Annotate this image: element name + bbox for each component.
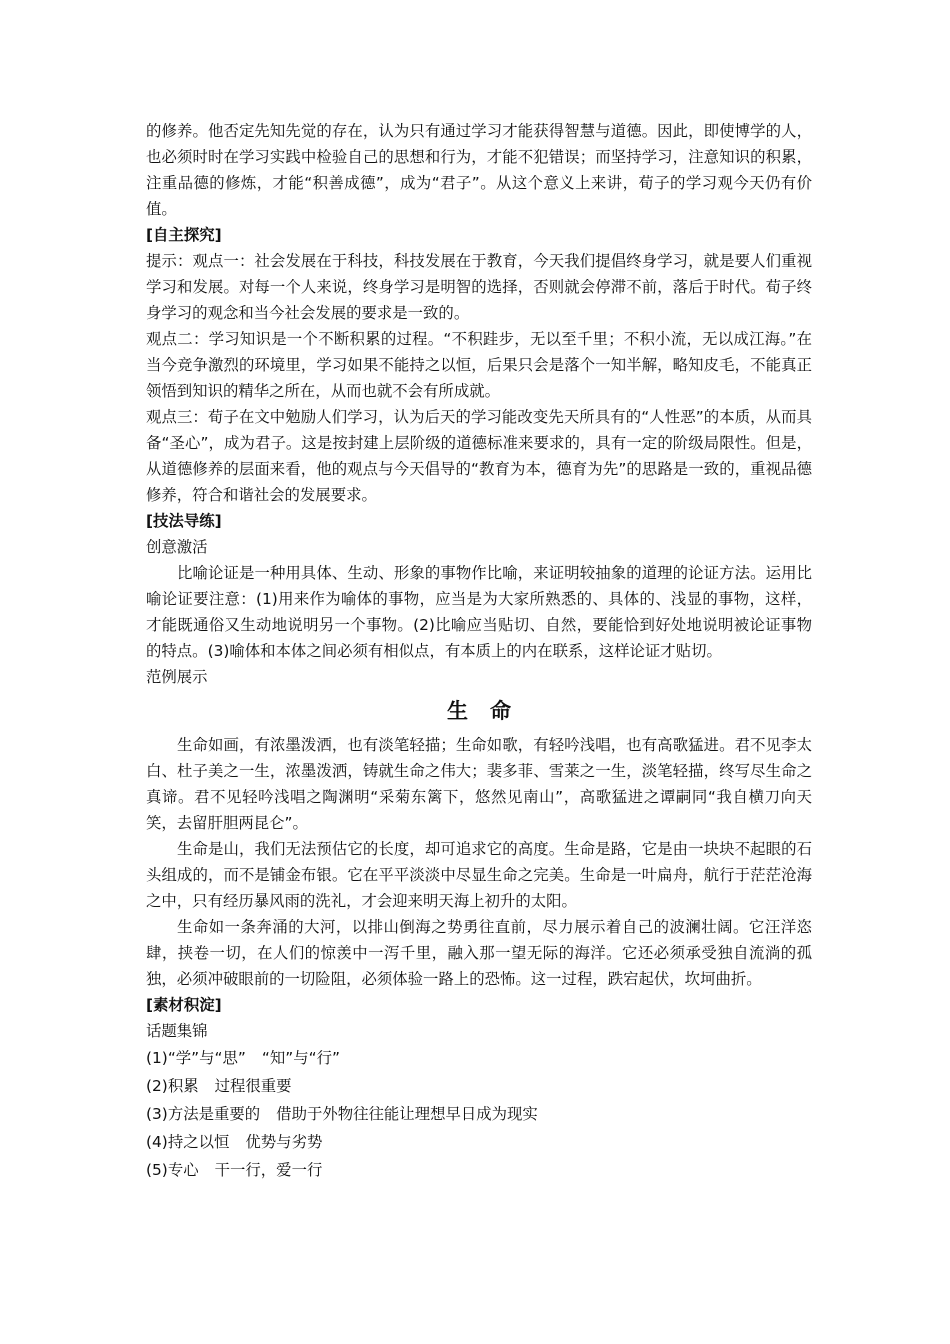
topic-number: (1) bbox=[146, 1049, 168, 1067]
technique-heading: [技法导练] bbox=[146, 512, 222, 530]
self-study-point-1: 提示：观点一：社会发展在于科技，科技发展在于教育，今天我们提倡终身学习，就是要人们重视学习和发展。对每一个人来说，终身学习是明智的选择，否则就会停滞不前，落后于时代。荀子终身学习的观念和当今社会发展的要求是一致的。 bbox=[146, 252, 812, 322]
topic-a: 积累 bbox=[167, 1077, 199, 1095]
topic-a: 专心 bbox=[167, 1161, 199, 1179]
topic-number: (3) bbox=[146, 1105, 168, 1123]
topic-a: 持之以恒 bbox=[167, 1133, 230, 1151]
essay-paragraph-1: 生命如画，有浓墨泼洒，也有淡笔轻描；生命如歌，有轻吟浅唱，也有高歌猛进。君不见李太白、杜子美之一生，浓墨泼洒，铸就生命之伟大；裴多菲、雪莱之一生，淡笔轻描，终写尽生命之真谛。君不见轻吟浅唱之陶渊明“采菊东篱下，悠然见南山”，高歌猛进之谭嗣同“我自横刀向天笑，去留肝胆两昆仑”。 bbox=[146, 736, 812, 832]
topic-a: “学”与“思” bbox=[167, 1049, 246, 1067]
document-page bbox=[146, 118, 812, 1184]
topic-b: “知”与“行” bbox=[261, 1049, 340, 1067]
topic-number: (4) bbox=[146, 1133, 168, 1151]
technique-subheading: 创意激活 bbox=[146, 538, 208, 556]
topic-item bbox=[146, 1100, 812, 1128]
topic-item bbox=[146, 1128, 812, 1156]
topic-number: (5) bbox=[146, 1161, 168, 1179]
example-label: 范例展示 bbox=[146, 668, 208, 686]
topic-item bbox=[146, 1044, 812, 1072]
topic-item bbox=[146, 1072, 812, 1100]
topic-b: 借助于外物往往能让理想早日成为现实 bbox=[276, 1105, 538, 1123]
topic-b: 优势与劣势 bbox=[245, 1133, 323, 1151]
topic-b: 过程很重要 bbox=[214, 1077, 292, 1095]
topic-number: (2) bbox=[146, 1077, 168, 1095]
topic-item bbox=[146, 1156, 812, 1184]
materials-subheading: 话题集锦 bbox=[146, 1022, 208, 1040]
essay-title: 生命 bbox=[447, 699, 533, 723]
self-study-point-2: 观点二：学习知识是一个不断积累的过程。“不积跬步，无以至千里；不积小流，无以成江海。”在当今竞争激烈的环境里，学习如果不能持之以恒，后果只会是落个一知半解，略知皮毛，不能真正领悟到知识的精华之所在，从而也就不会有所成就。 bbox=[146, 330, 812, 400]
intro-paragraph: 的修养。他否定先知先觉的存在，认为只有通过学习才能获得智慧与道德。因此，即使博学的人，也必须时时在学习实践中检验自己的思想和行为，才能不犯错误；而坚持学习，注意知识的积累，注重品德的修炼，才能“积善成德”，成为“君子”。从这个意义上来讲，荀子的学习观今天仍有价值。 bbox=[146, 122, 812, 218]
topic-list bbox=[146, 1044, 812, 1184]
materials-heading: [素材积淀] bbox=[146, 996, 222, 1014]
essay-paragraph-2: 生命是山，我们无法预估它的长度，却可追求它的高度。生命是路，它是由一块块不起眼的石头组成的，而不是铺金布银。它在平平淡淡中尽显生命之完美。生命是一叶扁舟，航行于茫茫沧海之中，只有经历暴风雨的洗礼，才会迎来明天海上初升的太阳。 bbox=[146, 840, 812, 910]
self-study-point-3: 观点三：荀子在文中勉励人们学习，认为后天的学习能改变先天所具有的“人性恶”的本质，从而具备“圣心”，成为君子。这是按封建上层阶级的道德标准来要求的，具有一定的阶级局限性。但是，从道德修养的层面来看，他的观点与今天倡导的“教育为本，德育为先”的思路是一致的，重视品德修养，符合和谐社会的发展要求。 bbox=[146, 408, 812, 504]
technique-paragraph: 比喻论证是一种用具体、生动、形象的事物作比喻，来证明较抽象的道理的论证方法。运用比喻论证要注意：(1)用来作为喻体的事物，应当是为大家所熟悉的、具体的、浅显的事物，这样，才能既通俗又生动地说明另一个事物。(2)比喻应当贴切、自然，要能恰到好处地说明被论证事物的特点。(3)喻体和本体之间必须有相似点，有本质上的内在联系，这样论证才贴切。 bbox=[146, 564, 812, 660]
self-study-heading: [自主探究] bbox=[146, 226, 222, 244]
essay-paragraph-3: 生命如一条奔涌的大河，以排山倒海之势勇往直前，尽力展示着自己的波澜壮阔。它汪洋恣肆，挟卷一切，在人们的惊羡中一泻千里，融入那一望无际的海洋。它还必须承受独自流淌的孤独，必须冲破眼前的一切险阻，必须体验一路上的恐怖。这一过程，跌宕起伏，坎坷曲折。 bbox=[146, 918, 812, 988]
topic-a: 方法是重要的 bbox=[167, 1105, 261, 1123]
topic-b: 干一行，爱一行 bbox=[214, 1161, 323, 1179]
